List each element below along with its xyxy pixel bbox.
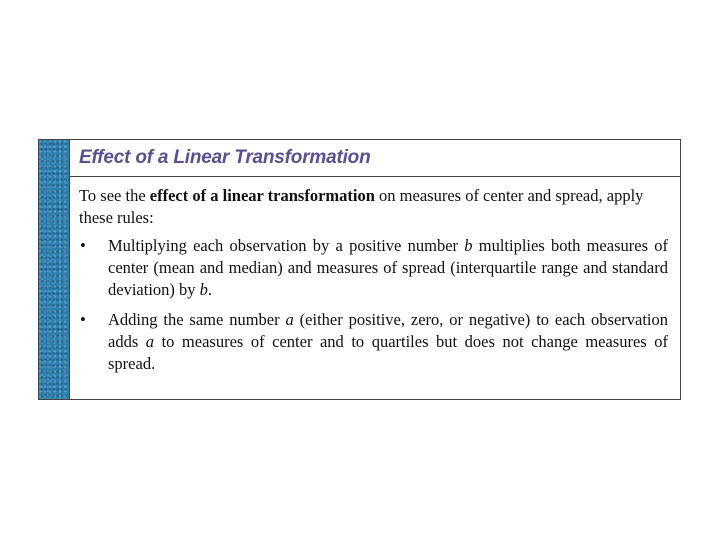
variable-b: b — [199, 280, 208, 299]
bullet-icon: • — [80, 310, 86, 329]
intro-text-before: To see the — [79, 186, 150, 205]
box-body — [70, 177, 680, 383]
rule-text-part: Adding the same number — [108, 310, 286, 329]
variable-a: a — [145, 332, 155, 351]
variable-b: b — [464, 236, 473, 255]
intro-paragraph — [79, 185, 668, 229]
box-content — [70, 140, 680, 399]
rule-text-part: (either positive, zero, or negative) to each observation adds — [108, 310, 669, 351]
box-title: Effect of a Linear Transformation — [79, 147, 371, 168]
rule-add-text — [108, 309, 668, 375]
bullet-icon: • — [80, 236, 86, 255]
decorative-side-bar — [39, 140, 70, 399]
rule-multiply — [79, 235, 668, 301]
definition-box — [38, 139, 681, 400]
rule-text-part: to measures of center and to quartiles but does not change measures of spread. — [108, 332, 668, 373]
rule-add — [79, 309, 668, 375]
rule-text-part: . — [207, 280, 213, 299]
intro-bold-term: effect of a linear transformation — [149, 186, 375, 205]
rule-text-part: multiplies both measures of center (mean and median) and measures of spread (interquartile range and standard deviation) by — [108, 236, 668, 299]
variable-a: a — [285, 310, 294, 329]
intro-text-after: on measures of center and spread, apply these rules: — [79, 186, 644, 227]
title-bar — [70, 140, 680, 177]
rule-multiply-text — [108, 235, 668, 301]
rule-text-part: Multiplying each observation by a positive number — [108, 236, 465, 255]
